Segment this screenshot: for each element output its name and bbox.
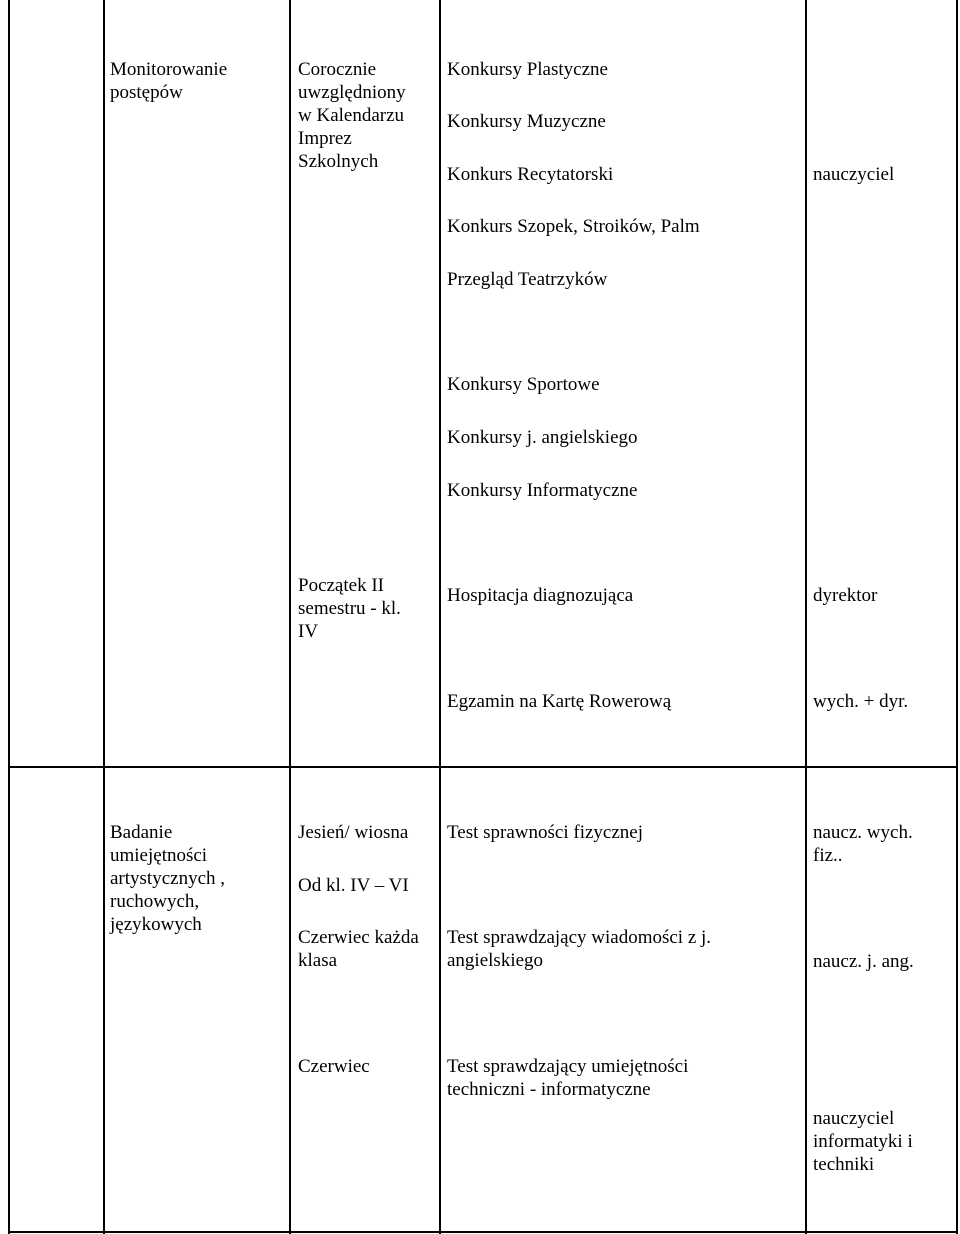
sec2-responsible-1: dyrektor	[813, 585, 878, 606]
text-line: uwzględniony	[298, 82, 406, 103]
column-divider-4	[805, 0, 807, 1234]
text-line: Początek II	[298, 575, 384, 596]
sec2-task-2: Egzamin na Kartę Rowerową	[447, 691, 672, 712]
sec3-task-b	[447, 926, 799, 972]
contest-item: Konkurs Recytatorski	[447, 164, 614, 185]
text-line: Test sprawdzający wiadomości z j.	[447, 927, 712, 948]
text-line: klasa	[298, 950, 338, 971]
table-border-right	[956, 0, 958, 1234]
sec2-timing	[298, 574, 433, 643]
sec3-responsible-a	[813, 821, 953, 867]
sec1-timing	[298, 58, 433, 173]
sec3-timing-c	[298, 926, 433, 972]
sec3-task-label	[110, 821, 282, 936]
table-border-left	[8, 0, 10, 1234]
text-line: nauczyciel	[813, 1108, 895, 1129]
contest-item: Przegląd Teatrzyków	[447, 269, 608, 290]
sec3-responsible-b: naucz. j. ang.	[813, 951, 914, 972]
contest-item: Konkurs Szopek, Stroików, Palm	[447, 216, 700, 237]
text-line: Czerwiec każda	[298, 927, 419, 948]
text-line: ruchowych,	[110, 891, 200, 912]
sec2-task-1: Hospitacja diagnozująca	[447, 585, 634, 606]
text-line: Corocznie	[298, 59, 377, 80]
sec2-responsible-2: wych. + dyr.	[813, 691, 909, 712]
text-line: w Kalendarzu	[298, 105, 405, 126]
sec3-timing-a: Jesień/ wiosna	[298, 822, 409, 843]
sec4-responsible	[813, 1107, 953, 1176]
column-divider-2	[289, 0, 291, 1234]
text-line: językowych	[110, 914, 202, 935]
sec4-timing: Czerwiec	[298, 1056, 370, 1077]
column-divider-1	[103, 0, 105, 1234]
text-line: Badanie	[110, 822, 173, 843]
row-divider-1	[8, 766, 958, 768]
text-line: informatyki i	[813, 1131, 913, 1152]
text-line: techniczni - informatyczne	[447, 1079, 651, 1100]
column-divider-3	[439, 0, 441, 1234]
table-border-bottom	[8, 1231, 958, 1233]
text-line: techniki	[813, 1154, 875, 1175]
text-line: naucz. wych.	[813, 822, 913, 843]
text-line: fiz..	[813, 845, 843, 866]
text-line: Imprez	[298, 128, 352, 149]
sec3-timing-b: Od kl. IV – VI	[298, 875, 409, 896]
text-line: IV	[298, 621, 319, 642]
text-line: artystycznych ,	[110, 868, 226, 889]
contest-item: Konkursy Sportowe	[447, 374, 600, 395]
text-line: Szkolnych	[298, 151, 379, 172]
text-line: angielskiego	[447, 950, 544, 971]
contest-item: Konkursy j. angielskiego	[447, 427, 638, 448]
text-line: umiejętności	[110, 845, 208, 866]
contest-item: Konkursy Informatyczne	[447, 480, 638, 501]
sec1-task-label: Monitorowanie postępów	[110, 59, 228, 103]
sec3-task-a: Test sprawności fizycznej	[447, 822, 643, 843]
sec4-task	[447, 1055, 799, 1101]
sec1-responsible: nauczyciel	[813, 164, 895, 185]
text-line: semestru - kl.	[298, 598, 401, 619]
text-line: Test sprawdzający umiejętności	[447, 1056, 689, 1077]
contest-item: Konkursy Muzyczne	[447, 111, 606, 132]
contest-item: Konkursy Plastyczne	[447, 59, 608, 80]
